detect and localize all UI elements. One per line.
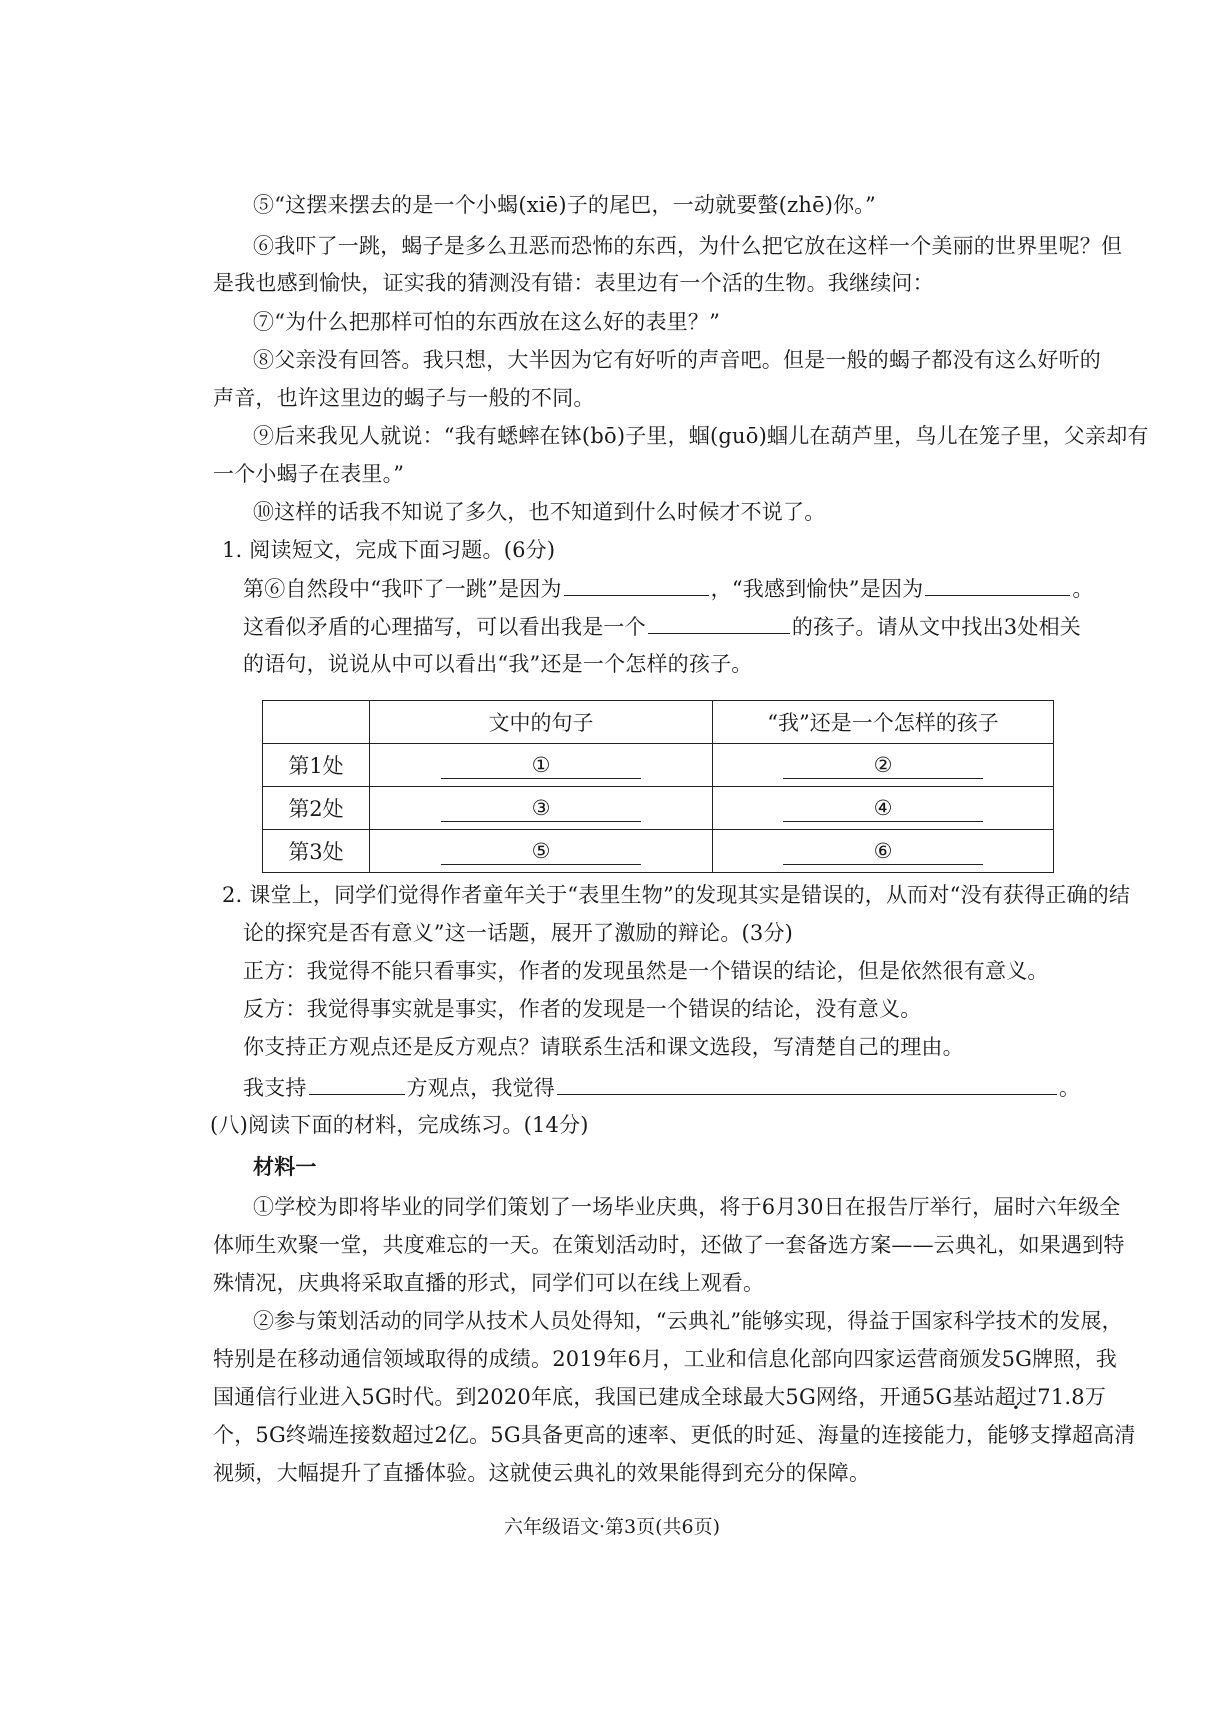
material-1-p2-line-3 xyxy=(213,1382,1106,1412)
emphasis-dotted-text: 超过 xyxy=(994,1385,1038,1409)
material-1-p2-line-2: 特别是在移动通信领域取得的成绩。2019年6月，工业和信息化部向四家运营商颁发5G牌照，我 xyxy=(213,1347,1117,1371)
row-label: 第2处 xyxy=(263,787,370,830)
q1-text-d: 这看似矛盾的心理描写，可以看出我是一个 xyxy=(243,615,646,639)
question-1-line-3: 的语句，说说从中可以看出“我”还是一个怎样的孩子。 xyxy=(243,652,753,676)
table-header-child: “我”还是一个怎样的孩子 xyxy=(713,701,1054,744)
q1-text-a: 第⑥自然段中“我吓了一跳”是因为 xyxy=(243,577,562,601)
paragraph-10: ⑩这样的话我不知说了多久，也不知道到什么时候才不说了。 xyxy=(253,500,826,524)
paragraph-9-line-1: ⑨后来我见人就说：“我有蟋蟀在钵(bō)子里，蝈(guō)蝈儿在葫芦里，鸟儿在笼子里，父亲却有 xyxy=(253,424,1149,448)
answer-blank-side[interactable] xyxy=(309,1072,405,1095)
question-1-line-2 xyxy=(243,611,1081,642)
table-row xyxy=(263,787,1054,830)
q2-ans-text-a: 我支持 xyxy=(243,1076,307,1100)
paragraph-6-line-2: 是我也感到愉快，证实我的猜测没有错：表里边有一个活的生物。我继续问： xyxy=(213,271,934,295)
answer-blank-reason-2[interactable] xyxy=(925,573,1070,596)
material-1-p1-line-3: 殊情况，庆典将采取直播的形式，同学们可以在线上观看。 xyxy=(213,1271,765,1295)
answer-cell-6[interactable]: ⑥ xyxy=(783,838,983,865)
answer-cell-4[interactable]: ④ xyxy=(783,795,983,822)
material-1-heading: 材料一 xyxy=(253,1154,317,1179)
table-row xyxy=(263,830,1054,873)
answer-cell-3[interactable]: ③ xyxy=(441,795,641,822)
q2-ans-text-b: 方观点，我觉得 xyxy=(406,1076,556,1100)
page-footer: 六年级语文·第3页(共6页) xyxy=(503,1516,721,1538)
table-header-empty xyxy=(263,701,370,744)
material-1-p1-line-2: 体师生欢聚一堂，共度难忘的一天。在策划活动时，还做了一套备选方案——云典礼，如果遇到特 xyxy=(213,1233,1125,1257)
paragraph-8-line-2: 声音，也许这里边的蝎子与一般的不同。 xyxy=(213,386,595,410)
material-1-p1-line-1: ①学校为即将毕业的同学们策划了一场毕业庆典，将于6月30日在报告厅举行，届时六年级全 xyxy=(253,1195,1121,1219)
material-1-p2-line-4: 个，5G终端连接数超过2亿。5G具备更高的速率、更低的时延、海量的连接能力，能够支撑超高清 xyxy=(213,1423,1136,1447)
material-1-p2-line-5: 视频，大幅提升了直播体验。这就使云典礼的效果能得到充分的保障。 xyxy=(213,1461,871,1485)
q1-text-e: 的孩子。请从文中找出3处相关 xyxy=(791,615,1081,639)
answer-cell-1[interactable]: ① xyxy=(441,752,641,779)
paragraph-8-line-1: ⑧父亲没有回答。我只想，大半因为它有好听的声音吧。但是一般的蝎子都没有这么好听的 xyxy=(253,348,1101,372)
con-side-statement: 反方：我觉得事实就是事实，作者的发现是一个错误的结论，没有意义。 xyxy=(243,997,922,1021)
answer-blank-reason-1[interactable] xyxy=(564,573,709,596)
question-1-line-1 xyxy=(243,573,1094,604)
answer-table xyxy=(262,700,1054,873)
material-1-p2-line-1: ②参与策划活动的同学从技术人员处得知，“云典礼”能够实现，得益于国家科学技术的发展， xyxy=(253,1309,1123,1333)
q1-text-b: ，“我感到愉快”是因为 xyxy=(710,577,924,601)
question-2-ask: 你支持正方观点还是反方观点？请联系生活和课文选段，写清楚自己的理由。 xyxy=(243,1035,964,1059)
answer-cell-5[interactable]: ⑤ xyxy=(441,838,641,865)
table-header-row xyxy=(263,701,1054,744)
paragraph-6-line-1: ⑥我吓了一跳，蝎子是多么丑恶而恐怖的东西，为什么把它放在这样一个美丽的世界里呢？但 xyxy=(253,234,1123,258)
question-2-line-1: 2. 课堂上，同学们觉得作者童年关于“表里生物”的发现其实是错误的，从而对“没有获得正确的结 xyxy=(222,883,1131,907)
question-2-line-2: 论的探究是否有意义”这一话题，展开了激励的辩论。(3分) xyxy=(243,921,794,945)
question-2-answer-line xyxy=(243,1072,1080,1103)
pro-side-statement: 正方：我觉得不能只看事实，作者的发现虽然是一个错误的结论，但是依然很有意义。 xyxy=(243,959,1049,983)
answer-blank-child-trait[interactable] xyxy=(648,611,790,634)
answer-blank-reason[interactable] xyxy=(557,1072,1057,1095)
q2-ans-text-c: 。 xyxy=(1059,1076,1081,1100)
paragraph-5: ⑤“这摆来摆去的是一个小蝎(xiē)子的尾巴，一动就要螫(zhē)你。” xyxy=(253,193,876,217)
table-header-sentence: 文中的句子 xyxy=(370,701,713,744)
question-1-title: 1. 阅读短文，完成下面习题。(6分) xyxy=(222,538,556,562)
row-label: 第1处 xyxy=(263,744,370,787)
q1-text-c: 。 xyxy=(1072,577,1094,601)
table-row xyxy=(263,744,1054,787)
paragraph-9-line-2: 一个小蝎子在表里。” xyxy=(213,462,405,486)
answer-cell-2[interactable]: ② xyxy=(783,752,983,779)
section-8-title: (八)阅读下面的材料，完成练习。(14分) xyxy=(210,1113,589,1137)
p2-line-3-end: 71.8万 xyxy=(1037,1385,1107,1409)
p2-line-3-text: 国通信行业进入5G时代。到2020年底，我国已建成全球最大5G网络，开通5G基站 xyxy=(213,1385,995,1409)
paragraph-7: ⑦“为什么把那样可怕的东西放在这么好的表里？” xyxy=(253,310,721,334)
row-label: 第3处 xyxy=(263,830,370,873)
